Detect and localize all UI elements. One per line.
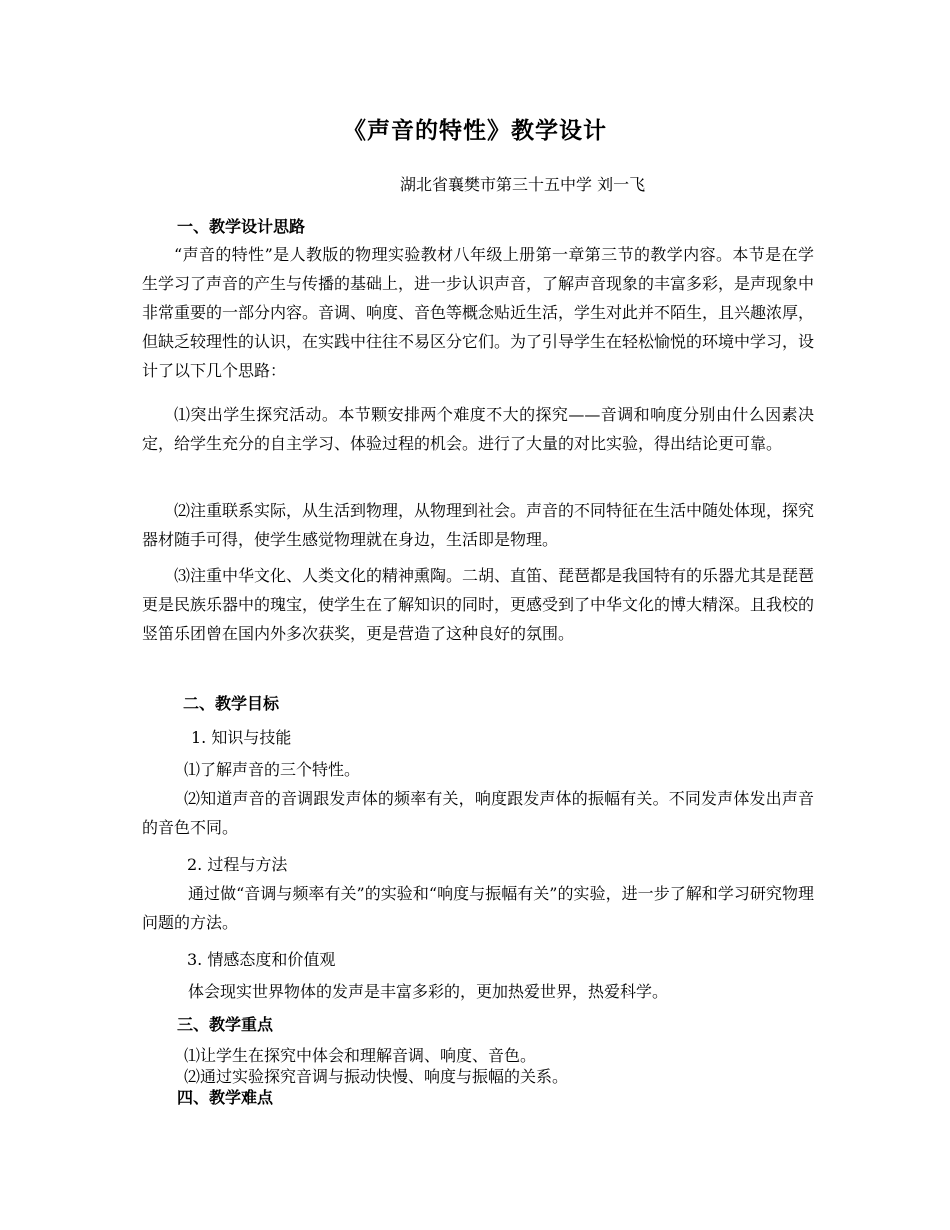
subheading-process-method: 2. 过程与方法 [187, 855, 288, 874]
section-heading-design-ideas: 一、教学设计思路 [177, 217, 306, 236]
document-author: 湖北省襄樊市第三十五中学 刘一飞 [400, 175, 646, 194]
objective-item-2: ⑵知道声音的音调跟发声体的频率有关，响度跟发声体的振幅有关。不同发声体发出声音的音色不同。 [142, 789, 814, 837]
paragraph-attitude-values: 体会现实世界物体的发声是丰富多彩的，更加热爱世界，热爱科学。 [188, 982, 669, 1001]
paragraph-intro: “声音的特性”是人教版的物理实验教材八年级上册第一章第三节的教学内容。本节是在学生学习了声音的产生与传播的基础上，进一步认识声音，了解声音现象的丰富多彩，是声现象中非常重要的一部分内容。音调、响度、音色等概念贴近生活，学生对此并不陌生，且兴趣浓厚，但缺乏较理性的认识，在实践中往往不易区分它们。为了引导学生在轻松愉悦的环境中学习，设计了以下几个思路： [142, 245, 815, 380]
section-heading-key-points: 三、教学重点 [177, 1015, 274, 1034]
objective-item-1: ⑴了解声音的三个特性。 [184, 760, 361, 779]
section-heading-objectives: 二、教学目标 [183, 694, 280, 713]
subheading-knowledge-skills: 1. 知识与技能 [191, 728, 292, 747]
key-point-1: ⑴让学生在探究中体会和理解音调、响度、音色。 [184, 1046, 537, 1065]
section-heading-difficulties: 四、教学难点 [177, 1088, 274, 1107]
paragraph-process-method: 通过做“音调与频率有关”的实验和“响度与振幅有关”的实验，进一步了解和学习研究物理问题的方法。 [142, 884, 814, 932]
key-point-2: ⑵通过实验探究音调与振动快慢、响度与振幅的关系。 [184, 1067, 569, 1086]
document-title: 《声音的特性》教学设计 [343, 117, 607, 144]
subheading-attitude-values: 3. 情感态度和价值观 [187, 950, 336, 969]
paragraph-point-1: ⑴突出学生探究活动。本节颗安排两个难度不大的探究——音调和响度分别由什么因素决定，给学生充分的自主学习、体验过程的机会。进行了大量的对比实验，得出结论更可靠。 [142, 405, 814, 453]
paragraph-point-3: ⑶注重中华文化、人类文化的精神熏陶。二胡、直笛、琵琶都是我国特有的乐器尤其是琵琶更是民族乐器中的瑰宝，使学生在了解知识的同时，更感受到了中华文化的博大精深。且我校的竖笛乐团曾在国内外多次获奖，更是营造了这种良好的氛围。 [142, 566, 815, 643]
paragraph-point-2: ⑵注重联系实际，从生活到物理，从物理到社会。声音的不同特征在生活中随处体现，探究器材随手可得，使学生感觉物理就在身边，生活即是物理。 [142, 501, 815, 549]
